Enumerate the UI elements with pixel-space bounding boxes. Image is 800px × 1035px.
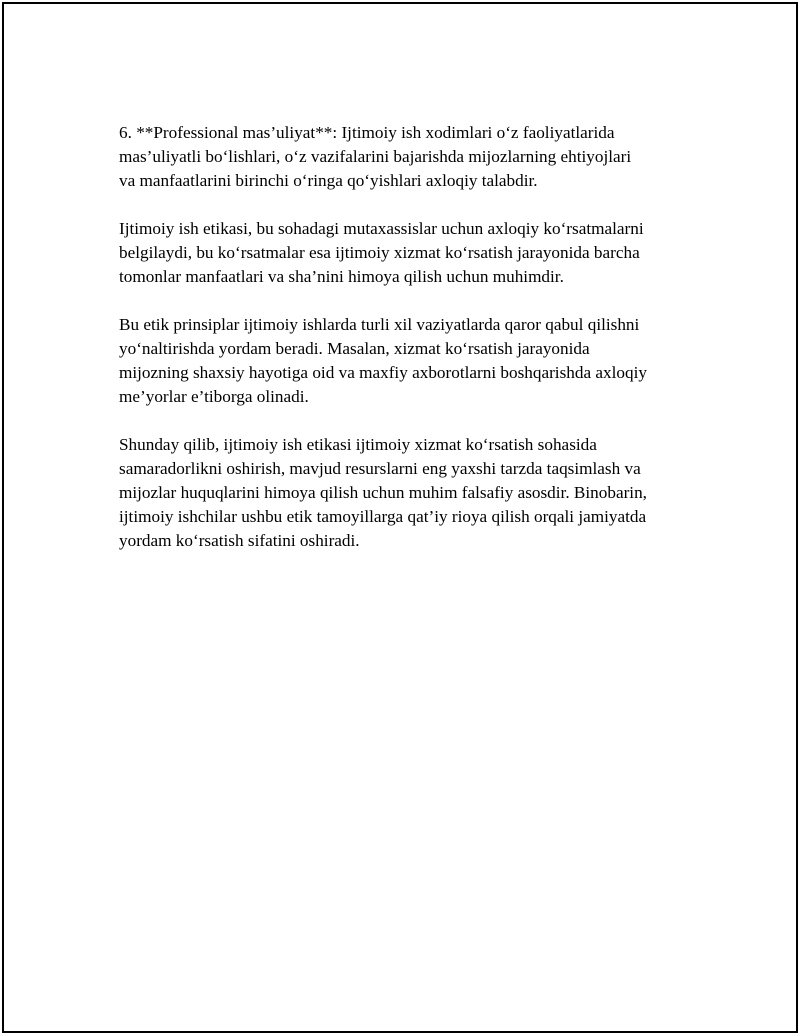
text-line: samaradorlikni oshirish, mavjud resurslarni eng yaxshi tarzda taqsimlash va — [119, 459, 641, 478]
document-body — [119, 121, 699, 577]
text-line: tomonlar manfaatlari va sha’nini himoya qilish uchun muhimdir. — [119, 267, 564, 286]
document-page — [2, 2, 798, 1033]
text-line: Ijtimoiy ish etikasi, bu sohadagi mutaxassislar uchun axloqiy ko‘rsatmalarni — [119, 219, 644, 238]
text-line: yo‘naltirishda yordam beradi. Masalan, xizmat ko‘rsatish jarayonida — [119, 339, 590, 358]
paragraph-conclusion — [119, 433, 699, 553]
text-line: 6. **Professional mas’uliyat**: Ijtimoiy ish xodimlari o‘z faoliyatlarida — [119, 123, 615, 142]
text-line: mas’uliyatli bo‘lishlari, o‘z vazifalarini bajarishda mijozlarning ehtiyojlari — [119, 147, 632, 166]
text-line: mijozning shaxsiy hayotiga oid va maxfiy axborotlarni boshqarishda axloqiy — [119, 363, 647, 382]
text-line: va manfaatlarini birinchi o‘ringa qo‘yishlari axloqiy talabdir. — [119, 171, 538, 190]
text-line: Bu etik prinsiplar ijtimoiy ishlarda turli xil vaziyatlarda qaror qabul qilishni — [119, 315, 640, 334]
text-line: me’yorlar e’tiborga olinadi. — [119, 387, 309, 406]
text-line: belgilaydi, bu ko‘rsatmalar esa ijtimoiy xizmat ko‘rsatish jarayonida barcha — [119, 243, 640, 262]
text-line: Shunday qilib, ijtimoiy ish etikasi ijtimoiy xizmat ko‘rsatish sohasida — [119, 435, 597, 454]
text-line: ijtimoiy ishchilar ushbu etik tamoyillarga qat’iy rioya qilish orqali jamiyatda — [119, 507, 647, 526]
paragraph-ethical-principles — [119, 313, 699, 409]
paragraph-professional-responsibility — [119, 121, 699, 193]
text-line: mijozlar huquqlarini himoya qilish uchun muhim falsafiy asosdir. Binobarin, — [119, 483, 647, 502]
text-line: yordam ko‘rsatish sifatini oshiradi. — [119, 531, 360, 550]
paragraph-ethics-guidelines — [119, 217, 699, 289]
